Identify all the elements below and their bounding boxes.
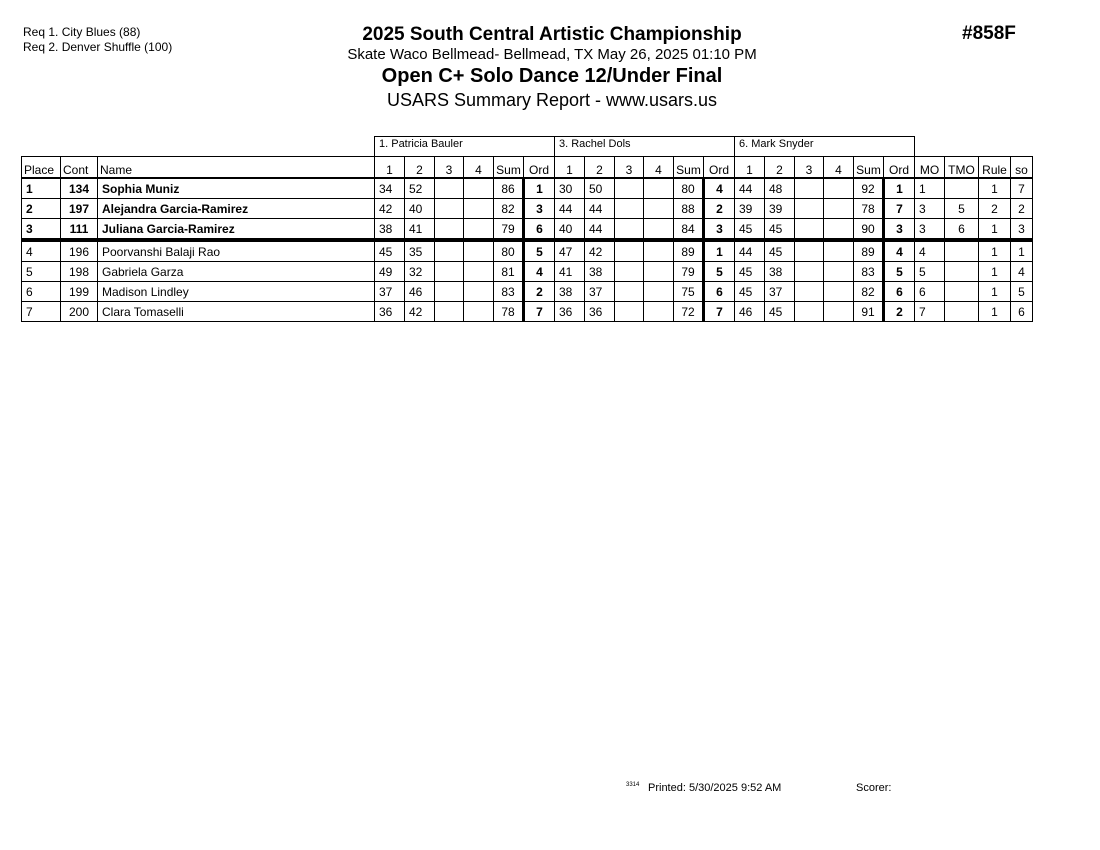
rule-cell: 2 — [979, 199, 1011, 219]
score-3-cell — [795, 240, 824, 262]
mo-cell: 4 — [915, 240, 945, 262]
ordinal-cell: 4 — [884, 240, 915, 262]
sum-cell: 84 — [674, 219, 704, 241]
score-1-cell: 36 — [555, 302, 585, 322]
column-header: 1 — [735, 157, 765, 179]
score-4-cell — [644, 199, 674, 219]
score-4-cell — [644, 302, 674, 322]
competition-title: 2025 South Central Artistic Championship — [362, 24, 742, 45]
score-2-cell: 41 — [405, 219, 435, 241]
result-row — [22, 199, 1033, 219]
score-1-cell: 44 — [735, 178, 765, 199]
score-2-cell: 35 — [405, 240, 435, 262]
sum-cell: 83 — [854, 262, 884, 282]
sum-cell: 79 — [494, 219, 524, 241]
column-header: 1 — [555, 157, 585, 179]
score-3-cell — [615, 262, 644, 282]
place-cell: 6 — [22, 282, 61, 302]
column-header: 4 — [464, 157, 494, 179]
score-3-cell — [795, 302, 824, 322]
score-4-cell — [824, 262, 854, 282]
score-4-cell — [464, 178, 494, 199]
ordinal-cell: 6 — [884, 282, 915, 302]
score-3-cell — [615, 240, 644, 262]
score-3-cell — [795, 199, 824, 219]
tmo-cell — [945, 282, 979, 302]
result-row — [22, 262, 1033, 282]
score-1-cell: 37 — [375, 282, 405, 302]
score-4-cell — [464, 199, 494, 219]
score-4-cell — [464, 240, 494, 262]
score-2-cell: 52 — [405, 178, 435, 199]
score-1-cell: 30 — [555, 178, 585, 199]
result-rows — [22, 178, 1033, 322]
printed-timestamp: Printed: 5/30/2025 9:52 AM — [648, 782, 782, 794]
column-header-place: Place — [22, 157, 61, 179]
score-3-cell — [795, 178, 824, 199]
ordinal-cell: 5 — [524, 240, 555, 262]
result-row — [22, 219, 1033, 241]
ordinal-cell: 2 — [884, 302, 915, 322]
score-1-cell: 45 — [735, 282, 765, 302]
mo-cell: 1 — [915, 178, 945, 199]
skater-name-cell: Alejandra Garcia-Ramirez — [98, 199, 375, 219]
report-subtitle: USARS Summary Report - www.usars.us — [386, 90, 718, 110]
column-header: Sum — [494, 157, 524, 179]
score-4-cell — [464, 219, 494, 241]
ordinal-cell: 3 — [704, 219, 735, 241]
column-header: Ord — [884, 157, 915, 179]
score-3-cell — [615, 178, 644, 199]
column-header-cont: Cont — [61, 157, 98, 179]
sum-cell: 89 — [854, 240, 884, 262]
column-header: 2 — [585, 157, 615, 179]
skater-name-cell: Clara Tomaselli — [98, 302, 375, 322]
score-4-cell — [824, 219, 854, 241]
score-4-cell — [644, 240, 674, 262]
ordinal-cell: 1 — [884, 178, 915, 199]
ordinal-cell: 2 — [524, 282, 555, 302]
score-2-cell: 37 — [765, 282, 795, 302]
judge-name: 6. Mark Snyder — [735, 137, 915, 157]
sum-cell: 90 — [854, 219, 884, 241]
skate-order-cell: 1 — [1011, 240, 1033, 262]
result-row — [22, 240, 1033, 262]
skater-name-cell: Juliana Garcia-Ramirez — [98, 219, 375, 241]
sum-cell: 89 — [674, 240, 704, 262]
place-cell: 4 — [22, 240, 61, 262]
score-2-cell: 40 — [405, 199, 435, 219]
rule-cell: 1 — [979, 262, 1011, 282]
sum-cell: 82 — [494, 199, 524, 219]
event-title: Open C+ Solo Dance 12/Under Final — [381, 65, 723, 87]
contestant-number-cell: 196 — [61, 240, 98, 262]
report-header — [290, 24, 814, 112]
sum-cell: 81 — [494, 262, 524, 282]
score-1-cell: 45 — [375, 240, 405, 262]
score-4-cell — [464, 282, 494, 302]
score-3-cell — [615, 302, 644, 322]
score-3-cell — [435, 302, 464, 322]
column-header: 3 — [615, 157, 644, 179]
mo-cell: 5 — [915, 262, 945, 282]
tmo-cell — [945, 240, 979, 262]
skate-order-cell: 3 — [1011, 219, 1033, 241]
column-header-so: so — [1011, 157, 1033, 179]
score-4-cell — [644, 178, 674, 199]
judge-name: 1. Patricia Bauler — [375, 137, 555, 157]
score-2-cell: 44 — [585, 199, 615, 219]
mo-cell: 3 — [915, 219, 945, 241]
ordinal-cell: 1 — [524, 178, 555, 199]
score-4-cell — [644, 262, 674, 282]
score-3-cell — [435, 240, 464, 262]
score-1-cell: 34 — [375, 178, 405, 199]
sum-cell: 91 — [854, 302, 884, 322]
ordinal-cell: 6 — [704, 282, 735, 302]
column-header: 1 — [375, 157, 405, 179]
score-1-cell: 36 — [375, 302, 405, 322]
ordinal-cell: 1 — [704, 240, 735, 262]
contestant-number-cell: 111 — [61, 219, 98, 241]
skate-order-cell: 4 — [1011, 262, 1033, 282]
score-1-cell: 44 — [735, 240, 765, 262]
score-1-cell: 40 — [555, 219, 585, 241]
score-1-cell: 45 — [735, 219, 765, 241]
score-2-cell: 42 — [585, 240, 615, 262]
score-3-cell — [435, 219, 464, 241]
score-1-cell: 39 — [735, 199, 765, 219]
scorer-label: Scorer: — [856, 782, 892, 794]
column-header: Ord — [704, 157, 735, 179]
requirement-item: Req 1. City Blues (88) — [23, 25, 141, 39]
score-3-cell — [795, 282, 824, 302]
place-cell: 7 — [22, 302, 61, 322]
score-1-cell: 45 — [735, 262, 765, 282]
ordinal-cell: 3 — [884, 219, 915, 241]
sum-cell: 88 — [674, 199, 704, 219]
sum-cell: 75 — [674, 282, 704, 302]
contestant-number-cell: 197 — [61, 199, 98, 219]
result-row — [22, 302, 1033, 322]
footer-code: 3314 — [626, 782, 640, 788]
score-2-cell: 46 — [405, 282, 435, 302]
tmo-cell: 6 — [945, 219, 979, 241]
score-2-cell: 36 — [585, 302, 615, 322]
score-4-cell — [644, 282, 674, 302]
ordinal-cell: 7 — [524, 302, 555, 322]
column-header-row — [22, 157, 1033, 179]
score-2-cell: 38 — [585, 262, 615, 282]
score-3-cell — [435, 282, 464, 302]
result-row — [22, 282, 1033, 302]
score-2-cell: 42 — [405, 302, 435, 322]
column-header: Ord — [524, 157, 555, 179]
column-header-tmo: TMO — [945, 157, 979, 179]
tmo-cell — [945, 302, 979, 322]
result-row — [22, 178, 1033, 199]
skate-order-cell: 2 — [1011, 199, 1033, 219]
mo-cell: 7 — [915, 302, 945, 322]
sum-cell: 72 — [674, 302, 704, 322]
column-header: 3 — [795, 157, 824, 179]
score-2-cell: 50 — [585, 178, 615, 199]
score-3-cell — [795, 262, 824, 282]
score-4-cell — [464, 302, 494, 322]
skater-name-cell: Gabriela Garza — [98, 262, 375, 282]
score-1-cell: 38 — [375, 219, 405, 241]
column-header: Sum — [674, 157, 704, 179]
score-4-cell — [824, 199, 854, 219]
tmo-cell: 5 — [945, 199, 979, 219]
place-cell: 5 — [22, 262, 61, 282]
column-header: 2 — [765, 157, 795, 179]
rule-cell: 1 — [979, 219, 1011, 241]
score-3-cell — [435, 178, 464, 199]
column-header: 2 — [405, 157, 435, 179]
ordinal-cell: 7 — [704, 302, 735, 322]
tmo-cell — [945, 178, 979, 199]
sum-cell: 79 — [674, 262, 704, 282]
skate-order-cell: 6 — [1011, 302, 1033, 322]
score-2-cell: 38 — [765, 262, 795, 282]
requirement-item: Req 2. Denver Shuffle (100) — [23, 40, 173, 54]
score-4-cell — [824, 178, 854, 199]
sum-cell: 80 — [674, 178, 704, 199]
column-header-mo: MO — [915, 157, 945, 179]
sum-cell: 82 — [854, 282, 884, 302]
skate-order-cell: 7 — [1011, 178, 1033, 199]
judge-name: 3. Rachel Dols — [555, 137, 735, 157]
score-2-cell: 45 — [765, 240, 795, 262]
score-4-cell — [464, 262, 494, 282]
ordinal-cell: 3 — [524, 199, 555, 219]
contestant-number-cell: 199 — [61, 282, 98, 302]
requirements-list — [23, 25, 172, 55]
contestant-number-cell: 134 — [61, 178, 98, 199]
score-1-cell: 42 — [375, 199, 405, 219]
skate-order-cell: 5 — [1011, 282, 1033, 302]
ordinal-cell: 6 — [524, 219, 555, 241]
skater-name-cell: Sophia Muniz — [98, 178, 375, 199]
sum-cell: 78 — [494, 302, 524, 322]
score-4-cell — [824, 240, 854, 262]
column-header-rule: Rule — [979, 157, 1011, 179]
mo-cell: 3 — [915, 199, 945, 219]
score-3-cell — [795, 219, 824, 241]
score-3-cell — [435, 199, 464, 219]
column-header: 4 — [824, 157, 854, 179]
score-1-cell: 41 — [555, 262, 585, 282]
score-2-cell: 37 — [585, 282, 615, 302]
skater-name-cell: Poorvanshi Balaji Rao — [98, 240, 375, 262]
score-2-cell: 48 — [765, 178, 795, 199]
ordinal-cell: 5 — [884, 262, 915, 282]
sum-cell: 83 — [494, 282, 524, 302]
score-2-cell: 32 — [405, 262, 435, 282]
score-2-cell: 45 — [765, 219, 795, 241]
score-1-cell: 46 — [735, 302, 765, 322]
sum-cell: 86 — [494, 178, 524, 199]
venue-date-line: Skate Waco Bellmead- Bellmead, TX May 26, 2025 01:10 PM — [347, 46, 757, 63]
rule-cell: 1 — [979, 178, 1011, 199]
score-4-cell — [824, 302, 854, 322]
score-1-cell: 38 — [555, 282, 585, 302]
score-1-cell: 47 — [555, 240, 585, 262]
event-code: #858F — [962, 23, 1016, 44]
contestant-number-cell: 200 — [61, 302, 98, 322]
column-header: Sum — [854, 157, 884, 179]
results-table — [21, 136, 1033, 322]
score-1-cell: 44 — [555, 199, 585, 219]
score-4-cell — [644, 219, 674, 241]
ordinal-cell: 7 — [884, 199, 915, 219]
score-3-cell — [615, 282, 644, 302]
score-1-cell: 49 — [375, 262, 405, 282]
skater-name-cell: Madison Lindley — [98, 282, 375, 302]
contestant-number-cell: 198 — [61, 262, 98, 282]
mo-cell: 6 — [915, 282, 945, 302]
score-2-cell: 44 — [585, 219, 615, 241]
place-cell: 2 — [22, 199, 61, 219]
rule-cell: 1 — [979, 240, 1011, 262]
ordinal-cell: 2 — [704, 199, 735, 219]
column-header-name: Name — [98, 157, 375, 179]
sum-cell: 92 — [854, 178, 884, 199]
place-cell: 3 — [22, 219, 61, 241]
rule-cell: 1 — [979, 302, 1011, 322]
score-4-cell — [824, 282, 854, 302]
sum-cell: 78 — [854, 199, 884, 219]
tmo-cell — [945, 262, 979, 282]
column-header: 3 — [435, 157, 464, 179]
judge-header-row — [22, 137, 1033, 157]
sum-cell: 80 — [494, 240, 524, 262]
ordinal-cell: 5 — [704, 262, 735, 282]
score-3-cell — [435, 262, 464, 282]
rule-cell: 1 — [979, 282, 1011, 302]
score-2-cell: 39 — [765, 199, 795, 219]
score-3-cell — [615, 199, 644, 219]
score-2-cell: 45 — [765, 302, 795, 322]
ordinal-cell: 4 — [524, 262, 555, 282]
score-3-cell — [615, 219, 644, 241]
place-cell: 1 — [22, 178, 61, 199]
ordinal-cell: 4 — [704, 178, 735, 199]
column-header: 4 — [644, 157, 674, 179]
